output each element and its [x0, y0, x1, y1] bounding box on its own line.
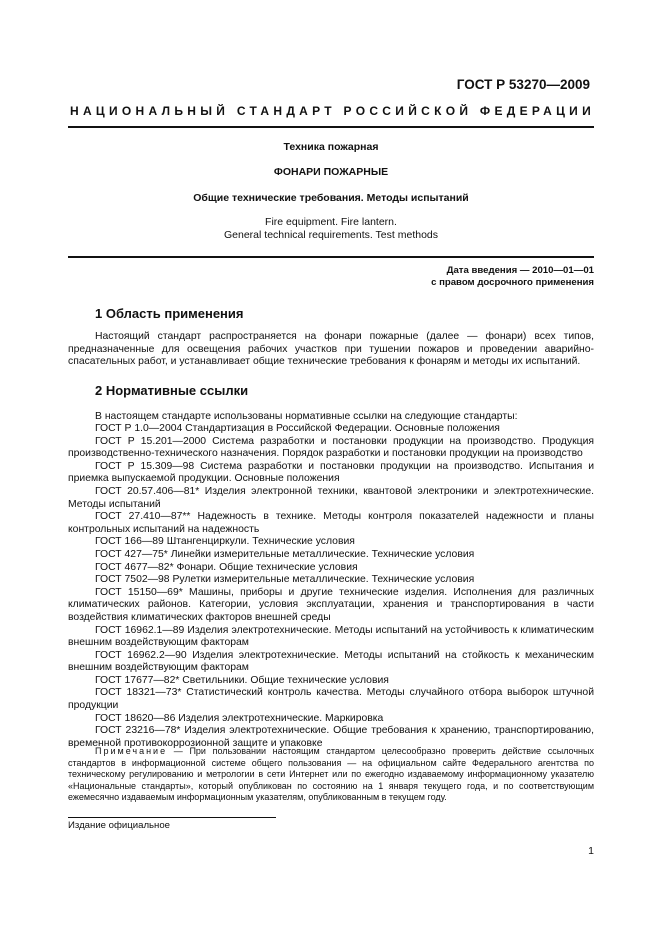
section-2-title: 2 Нормативные ссылки [95, 383, 249, 398]
reference-item: ГОСТ 15150—69* Машины, приборы и другие технические изделия. Исполнения для различных климатических районов. Категории, условия эксплуатации, хранения и транспортирования в части воздействия климатических факторов внешней среды [68, 586, 594, 623]
edition-label: Издание официальное [68, 820, 171, 831]
reference-item: ГОСТ 18620—86 Изделия электротехнические. Маркировка [95, 712, 384, 724]
reference-item: ГОСТ 166—89 Штангенциркули. Технические условия [95, 536, 355, 548]
reference-item: ГОСТ Р 15.201—2000 Система разработки и постановки продукции на производство. Продукция производственно-технического назначения. Порядок разработки и постановки продукции на производство [68, 435, 594, 460]
reference-item: ГОСТ 20.57.406—81* Изделия электронной техники, квантовой электроники и электротехнические. Методы испытаний [68, 485, 594, 510]
reference-item: ГОСТ 16962.1—89 Изделия электротехнические. Методы испытаний на устойчивость к климатическим внешним воздействующим факторам [68, 624, 594, 649]
reference-item: ГОСТ Р 15.309—98 Система разработки и постановки продукции на производство. Испытания и приемка выпускаемой продукции. Основные положения [68, 460, 594, 485]
title-subtitle: Общие технические требования. Методы испытаний [193, 192, 469, 204]
reference-item: ГОСТ 27.410—87** Надежность в технике. Методы контроля показателей надежности и планы контрольных испытаний на надежность [68, 511, 594, 535]
note [68, 746, 594, 804]
section-2-intro: В настоящем стандарте использованы нормативные ссылки на следующие стандарты: [95, 411, 518, 422]
footer-divider [68, 817, 276, 818]
reference-item: ГОСТ 16962.2—90 Изделия электротехнические. Методы испытаний на стойкость к механическим внешним воздействующим факторам [68, 649, 594, 674]
title-english-line2: General technical requirements. Test methods [224, 229, 438, 241]
title-english-line1: Fire equipment. Fire lantern. [265, 216, 397, 228]
reference-item: ГОСТ Р 1.0—2004 Стандартизация в Российской Федерации. Основные положения [95, 423, 500, 434]
note-label: Примечание [95, 746, 168, 756]
reference-item: ГОСТ 18321—73* Статистический контроль качества. Методы случайного отбора выборок штучной продукции [68, 687, 594, 712]
section-1-text: Настоящий стандарт распространяется на фонари пожарные (далее — фонари) всех типов, предназначенные для освещения рабочих участков при тушении пожаров и проведении аварийно-спасательных работ, и устанавливает общие технические требования к фонарям и методы их испытаний. [68, 331, 594, 368]
document-id: ГОСТ Р 53270—2009 [456, 77, 590, 92]
reference-list [68, 423, 594, 750]
reference-item: ГОСТ 7502—98 Рулетки измерительные металлические. Технические условия [95, 574, 475, 586]
title-category: Техника пожарная [283, 141, 379, 153]
page-number: 1 [588, 845, 594, 857]
reference-item: ГОСТ 4677—82* Фонари. Общие технические условия [95, 561, 358, 573]
title-name: ФОНАРИ ПОЖАРНЫЕ [273, 166, 389, 178]
national-standard-heading: НАЦИОНАЛЬНЫЙ СТАНДАРТ РОССИЙСКОЙ ФЕДЕРАЦИИ [70, 104, 596, 118]
reference-item: ГОСТ 427—75* Линейки измерительные металлические. Технические условия [95, 548, 475, 560]
section-1-title: 1 Область применения [95, 306, 244, 321]
reference-item: ГОСТ 23216—78* Изделия электротехнические. Общие требования к хранению, транспортированию, временной противокоррозионной защите и упаковке [68, 725, 594, 749]
header-divider [68, 126, 594, 128]
note-text: — При пользовании настоящим стандартом целесообразно проверить действие ссылочных стандартов в информационной системе общего пользования — на официальном сайте Федерального агентства по техническому регулированию и метрологии в сети Интернет или по ежегодно издаваемому информационному указателю «Национальные стандарты», который опубликован по состоянию на 1 января текущего года, и по соответствующим ежемесячно издаваемым информационным указателям, опубликованным в текущем году. [68, 746, 594, 803]
title-divider [68, 256, 594, 258]
reference-item: ГОСТ 17677—82* Светильники. Общие технические условия [95, 674, 389, 686]
early-application-note: с правом досрочного применения [431, 277, 594, 288]
introduction-date: Дата введения — 2010—01—01 [446, 265, 594, 276]
